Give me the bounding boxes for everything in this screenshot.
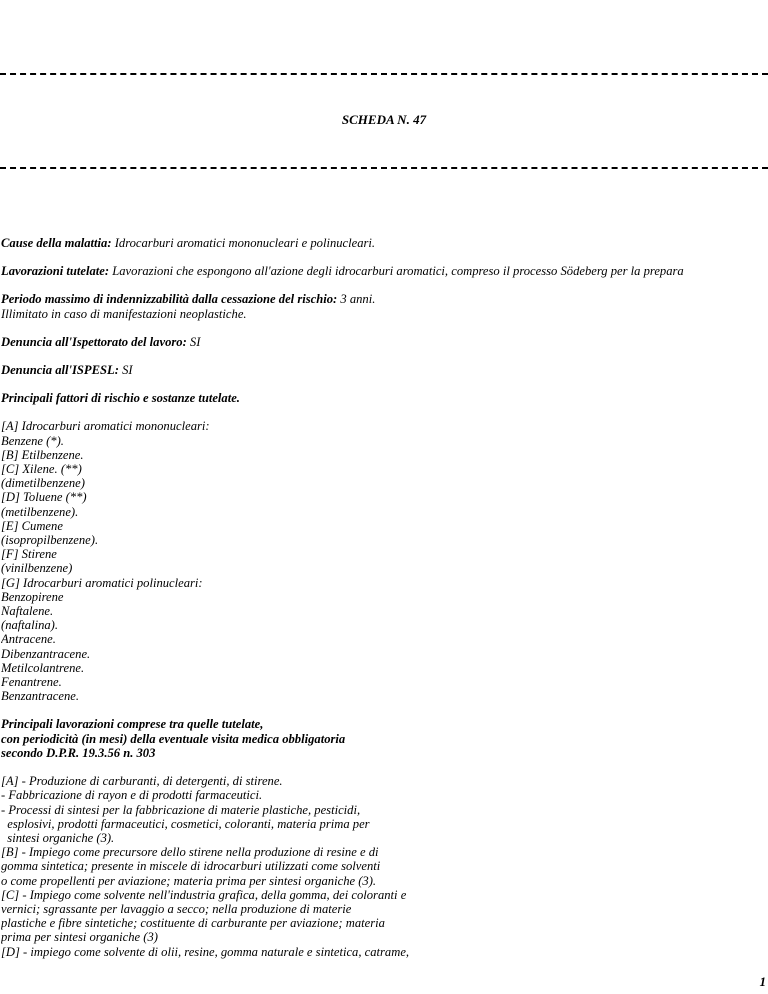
fattori-item: (vinilbenzene) <box>1 561 73 576</box>
cause-value: Idrocarburi aromatici mononucleari e polinucleari. <box>114 236 376 250</box>
cause-line <box>1 236 768 250</box>
fattori-item: Benzopirene <box>1 589 64 604</box>
fattori-item: Dibenzantracene. <box>1 646 91 661</box>
fattori-item: (isopropilbenzene). <box>1 533 99 548</box>
denuncia-ispesl-line <box>1 363 768 377</box>
denuncia-ispesl-value: SI <box>122 363 133 378</box>
principali-item: esplosivi, prodotti farmaceutici, cosmetici, coloranti, materia prima per <box>1 816 370 831</box>
top-dashed-separator <box>0 73 768 75</box>
denuncia-ispettorato-label: Denuncia all'Ispettorato del lavoro: <box>1 334 187 349</box>
document-body <box>1 236 768 959</box>
principali-item: [C] - Impiego come solvente nell'industria grafica, della gomma, dei coloranti e <box>1 887 407 902</box>
lavorazioni-value: Lavorazioni che espongono all'azione degli idrocarburi aromatici, compreso il processo Södeberg per la prepara <box>112 264 684 279</box>
periodo-value: 3 anni. <box>340 292 376 307</box>
fattori-list <box>1 419 768 703</box>
principali-item: [D] - impiego come solvente di olii, resine, gomma naturale e sintetica, catrame, <box>1 944 410 959</box>
principali-heading-line: secondo D.P.R. 19.3.56 n. 303 <box>1 745 156 760</box>
fattori-item: [B] Etilbenzene. <box>1 447 84 462</box>
principali-item: gomma sintetica; presente in miscele di idrocarburi utilizzati come solventi <box>1 859 381 874</box>
page-number: 1 <box>759 974 766 989</box>
periodo-note: Illimitato in caso di manifestazioni neoplastiche. <box>1 306 247 321</box>
principali-item: sintesi organiche (3). <box>1 830 115 845</box>
lavorazioni-label: Lavorazioni tutelate: <box>1 264 110 279</box>
fattori-item: Benzene (*). <box>1 433 64 448</box>
lavorazioni-line <box>1 264 768 278</box>
principali-item: vernici; sgrassante per lavaggio a secco; nella produzione di materie <box>1 901 352 916</box>
fattori-item: Naftalene. <box>1 604 54 619</box>
fattori-item: [F] Stirene <box>1 547 57 562</box>
fattori-item: (naftalina). <box>1 618 59 633</box>
periodo-line <box>1 292 768 306</box>
principali-list <box>1 774 768 959</box>
principali-item: plastiche e fibre sintetiche; costituente di carburante per aviazione; materia <box>1 916 385 931</box>
principali-heading-line: Principali lavorazioni comprese tra quelle tutelate, <box>1 717 264 732</box>
fattori-item: [G] Idrocarburi aromatici polinucleari: <box>1 575 203 590</box>
bottom-dashed-separator <box>0 167 768 169</box>
fattori-item: Fenantrene. <box>1 675 62 690</box>
periodo-label: Periodo massimo di indennizzabilità dalla cessazione del rischio: <box>1 292 338 307</box>
fattori-item: [D] Toluene (**) <box>1 490 87 505</box>
fattori-item: (dimetilbenzene) <box>1 476 85 491</box>
principali-heading <box>1 717 768 760</box>
principali-heading-line: con periodicità (in mesi) della eventuale visita medica obbligatoria <box>1 731 346 746</box>
principali-item: [A] - Produzione di carburanti, di detergenti, di stirene. <box>1 774 283 789</box>
fattori-heading: Principali fattori di rischio e sostanze tutelate. <box>1 391 240 406</box>
principali-item: [B] - Impiego come precursore dello stirene nella produzione di resine e di <box>1 845 379 860</box>
fattori-item: (metilbenzene). <box>1 504 79 519</box>
principali-item: - Processi di sintesi per la fabbricazione di materie plastiche, pesticidi, <box>1 802 361 817</box>
denuncia-ispettorato-value: SI <box>189 334 201 349</box>
denuncia-ispettorato-line <box>1 335 768 349</box>
principali-item: - Fabbricazione di rayon e di prodotti farmaceutici. <box>1 788 263 803</box>
fattori-item: Antracene. <box>1 632 56 647</box>
denuncia-ispesl-label: Denuncia all'ISPESL: <box>1 363 119 378</box>
cause-label: Cause della malattia: <box>1 236 112 250</box>
fattori-item: [E] Cumene <box>1 518 63 533</box>
principali-item: prima per sintesi organiche (3) <box>1 930 158 945</box>
fattori-item: Benzantracene. <box>1 689 79 704</box>
page-title: SCHEDA N. 47 <box>341 112 427 127</box>
principali-item: o come propellenti per aviazione; materia prima per sintesi organiche (3). <box>1 873 377 888</box>
fattori-item: Metilcolantrene. <box>1 660 85 675</box>
fattori-item: [A] Idrocarburi aromatici mononucleari: <box>1 419 210 434</box>
fattori-item: [C] Xilene. (**) <box>1 462 82 477</box>
